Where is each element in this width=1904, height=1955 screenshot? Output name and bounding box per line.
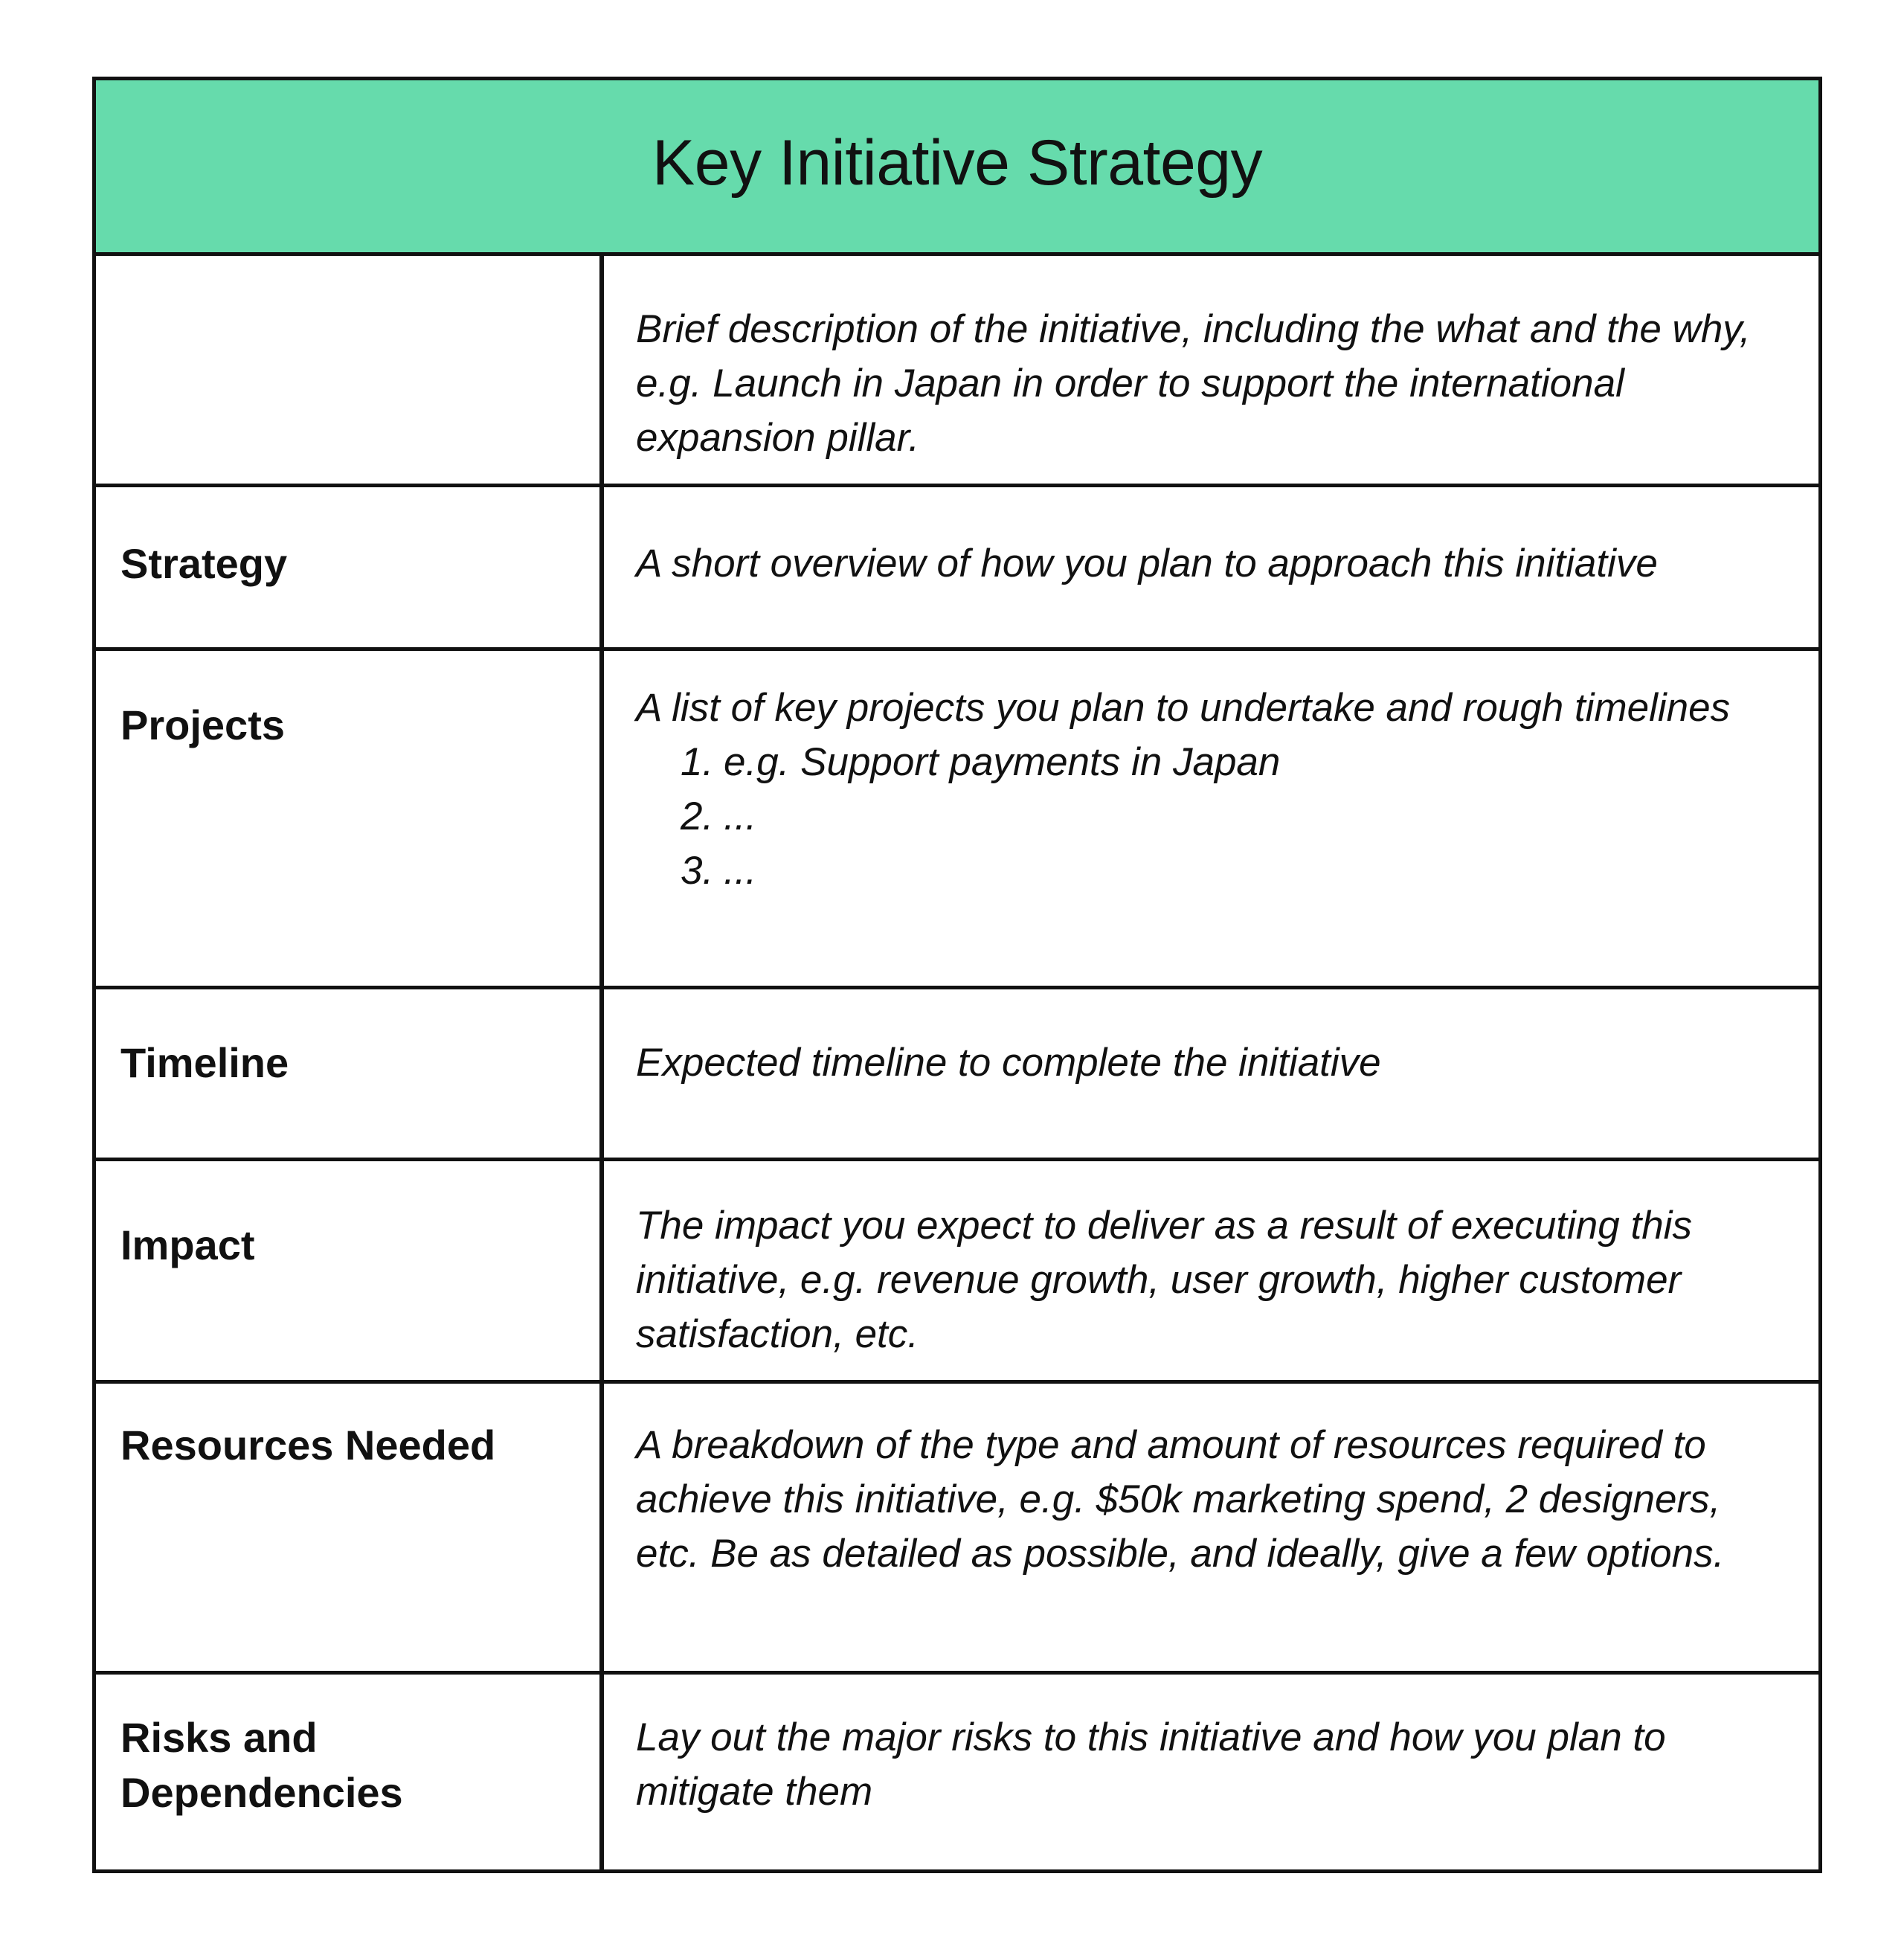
list-item-number: 3. xyxy=(681,849,714,893)
list-item-text: ... xyxy=(724,849,757,893)
row-content-strategy: A short overview of how you plan to approach this initiative xyxy=(636,542,1658,585)
row-label-resources: Resources Needed xyxy=(96,1384,604,1671)
table-row-impact xyxy=(96,1161,1818,1384)
table-row-timeline xyxy=(96,989,1818,1161)
projects-list xyxy=(636,735,1789,898)
list-item xyxy=(681,844,1789,898)
list-item xyxy=(681,735,1789,789)
row-content-description: Brief description of the initiative, including the what and the why, e.g. Launch in Japan in order to support the international expansion pillar. xyxy=(636,307,1751,460)
row-content-timeline: Expected timeline to complete the initiative xyxy=(636,1041,1381,1085)
table-row-description xyxy=(96,256,1818,487)
row-label-description xyxy=(96,256,604,484)
table-header xyxy=(96,80,1818,256)
row-label-impact: Impact xyxy=(96,1161,604,1380)
table-title: Key Initiative Strategy xyxy=(652,127,1263,199)
row-content-resources: A breakdown of the type and amount of resources required to achieve this initiative, e.g. $50k marketing spend, 2 designers, etc. Be as detailed as possible, and ideally, give a few options. xyxy=(636,1423,1725,1576)
row-content-impact: The impact you expect to deliver as a result of executing this initiative, e.g. revenue growth, user growth, higher customer satisfaction, etc. xyxy=(636,1204,1692,1356)
row-label-timeline: Timeline xyxy=(96,989,604,1158)
initiative-strategy-table xyxy=(92,77,1822,1873)
row-content-projects xyxy=(604,651,1818,986)
list-item xyxy=(681,789,1789,844)
projects-intro: A list of key projects you plan to undertake and rough timelines xyxy=(636,686,1731,730)
list-item-number: 2. xyxy=(681,794,714,838)
table-row-resources xyxy=(96,1384,1818,1675)
table-row-risks xyxy=(96,1675,1818,1869)
table-row-strategy xyxy=(96,487,1818,651)
list-item-number: 1. xyxy=(681,740,714,784)
row-label-strategy: Strategy xyxy=(96,487,604,647)
table-row-projects xyxy=(96,651,1818,989)
row-label-projects: Projects xyxy=(96,651,604,986)
row-content-risks: Lay out the major risks to this initiative and how you plan to mitigate them xyxy=(636,1715,1666,1814)
row-label-risks: Risks and Dependencies xyxy=(96,1675,604,1869)
list-item-text: ... xyxy=(724,794,757,838)
list-item-text: e.g. Support payments in Japan xyxy=(724,740,1281,784)
